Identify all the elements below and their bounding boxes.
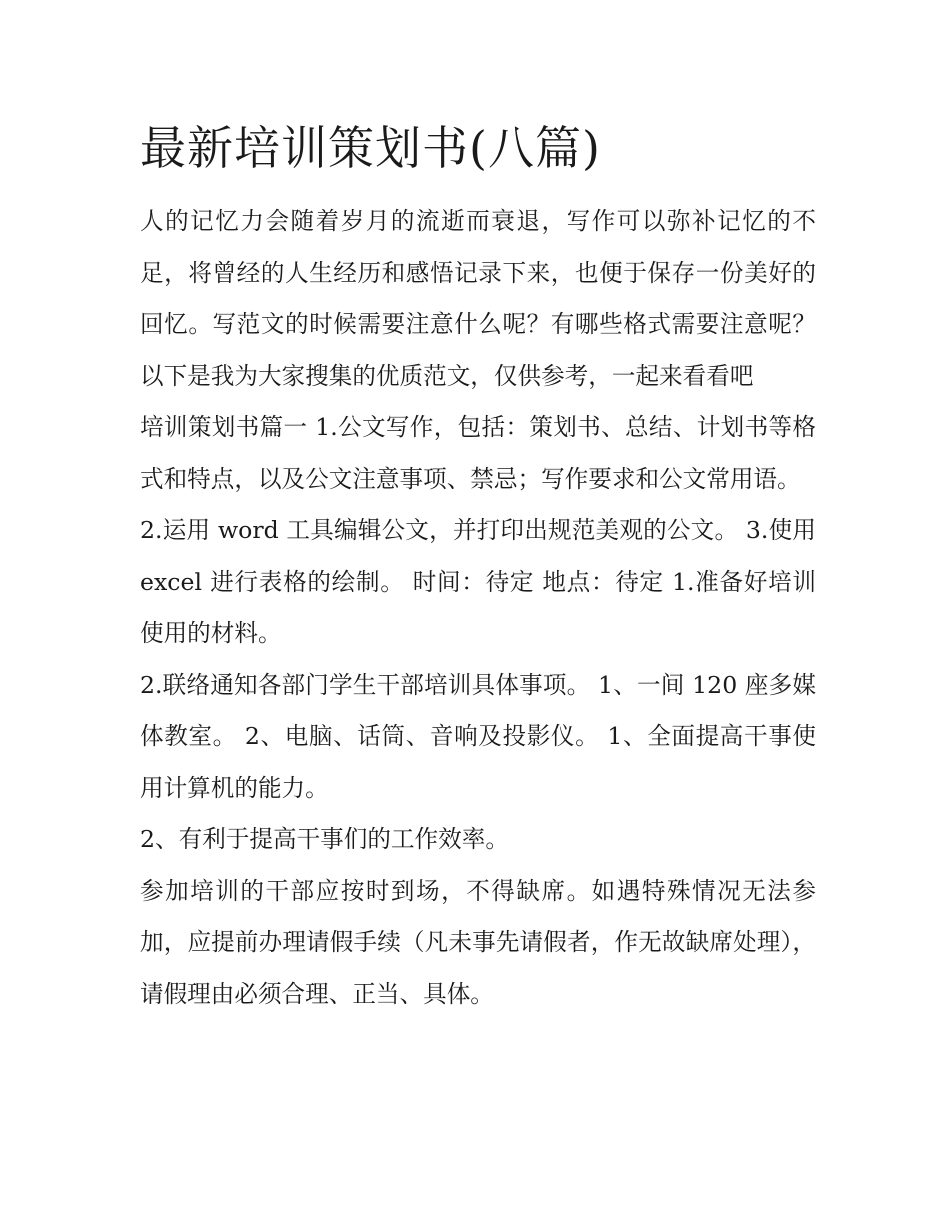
paragraph-attendance: 参加培训的干部应按时到场，不得缺席。如遇特殊情况无法参加，应提前办理请假手续（凡未事先请假者，作无故缺席处理），请假理由必须合理、正当、具体。	[140, 876, 816, 1008]
paragraph-intro: 人的记忆力会随着岁月的流逝而衰退，写作可以弥补记忆的不足，将曾经的人生经历和感悟记录下来，也便于保存一份美好的回忆。写范文的时候需要注意什么呢？有哪些格式需要注意呢？以下是我为大家搜集的优质范文，仅供参考，一起来看看吧	[140, 207, 816, 390]
paragraph-training-content: 培训策划书篇一 1.公文写作，包括：策划书、总结、计划书等格式和特点，以及公文注意事项、禁忌；写作要求和公文常用语。	[140, 413, 816, 493]
document-body	[140, 196, 816, 1020]
paragraph-word-excel: 2.运用 word 工具编辑公文，并打印出规范美观的公文。 3.使用 excel 进行表格的绘制。 时间：待定 地点：待定 1.准备好培训使用的材料。	[140, 516, 816, 647]
paragraph-notice-equipment: 2.联络通知各部门学生干部培训具体事项。 1、一间 120 座多媒体教室。 2、电脑、话筒、音响及投影仪。 1、全面提高干事使用计算机的能力。	[140, 670, 816, 802]
document-title: 最新培训策划书(八篇)	[140, 121, 601, 175]
paragraph-efficiency: 2、有利于提高干事们的工作效率。	[140, 825, 509, 853]
